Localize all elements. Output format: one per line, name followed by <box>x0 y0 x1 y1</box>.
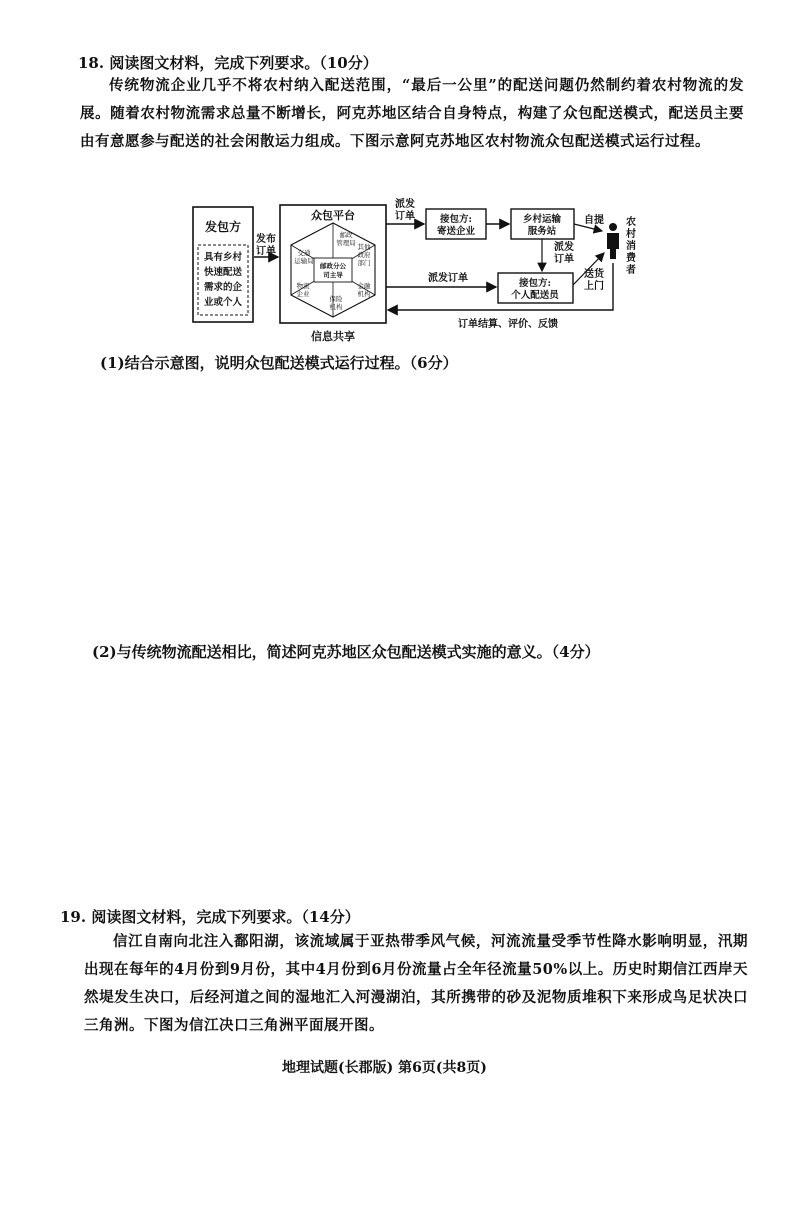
platform-member: 运输局 <box>294 257 314 265</box>
platform-member: 机构 <box>357 290 371 298</box>
q19-paragraph: 信江自南向北注入鄱阳湖，该流域属于亚热带季风气候，河流流量受季节性降水影响明显，汛期出现在每年的4月份到9月份，其中4月份到6月份流量占全年径流量50%以上。历史时期信江西岸天然堤发生决口，后经河道之间的湿地汇入河漫湖泊，其所携带的砂及泥物质堆积下来形成鸟足状决口三角洲。下图为信江决口三角洲平面展开图。 <box>84 933 748 1034</box>
consumer-label: 农 <box>626 217 636 228</box>
feedback-label: 订单结算、评价、反馈 <box>458 319 558 330</box>
personal-courier-label: 接包方: <box>518 278 552 289</box>
consumer-label: 者 <box>626 265 636 276</box>
dispatch-mid-label: 派发 <box>554 242 574 253</box>
q18-title: 18. 阅读图文材料，完成下列要求。（10分） <box>78 54 378 72</box>
platform-member: 管理局 <box>336 239 356 247</box>
platform-member: 政府 <box>357 251 371 259</box>
platform-member: 邮政 <box>339 231 353 239</box>
consumer-label: 村 <box>626 229 636 240</box>
platform-member: 企业 <box>296 290 310 298</box>
platform-center: 邮政分公 <box>320 262 346 270</box>
sender-box <box>193 207 253 322</box>
platform-member: 物流 <box>296 282 310 290</box>
page-footer: 地理试题(长郡版) 第6页(共8页) <box>282 1060 487 1076</box>
platform-member: 交通 <box>297 249 311 257</box>
q18-sub2: (2)与传统物流配送相比，简述阿克苏地区众包配送模式实施的意义。（4分） <box>92 643 600 661</box>
deliver-label: 上门 <box>584 281 604 292</box>
dispatch-top-label: 订单 <box>395 211 415 222</box>
platform-member: 部门 <box>357 259 371 267</box>
courier-company-label: 寄送企业 <box>436 226 476 237</box>
publish-label: 发布 <box>256 234 276 245</box>
consumer-label: 消 <box>626 241 636 252</box>
sender-title: 发包方 <box>204 220 242 234</box>
deliver-label: 送货 <box>584 269 604 280</box>
rural-station-label: 乡村运输 <box>522 214 562 225</box>
q18-sub1: (1)结合示意图，说明众包配送模式运行过程。（6分） <box>100 354 458 372</box>
sender-desc-line: 快速配送 <box>203 267 243 278</box>
dispatch-top-label: 派发 <box>395 199 415 210</box>
rural-station-label: 服务站 <box>527 226 557 237</box>
dispatch-bottom-label: 派发订单 <box>428 273 468 284</box>
platform-member: 机构 <box>329 303 343 311</box>
platform-member: 其他 <box>357 243 371 251</box>
consumer-label: 费 <box>626 253 636 264</box>
courier-company-label: 接包方: <box>439 214 473 225</box>
dispatch-mid-label: 订单 <box>554 254 574 265</box>
sender-desc-line: 业或个人 <box>203 297 243 308</box>
info-share-label: 信息共享 <box>311 330 355 343</box>
self-pickup-label: 自提 <box>584 215 604 226</box>
person-icon <box>607 223 619 259</box>
q18-paragraph: 传统物流企业几乎不将农村纳入配送范围，“最后一公里”的配送问题仍然制约着农村物流的发展。随着农村物流需求总量不断增长，阿克苏地区结合自身特点，构建了众包配送模式，配送员主要由有意愿参与配送的社会闲散运力组成。下图示意阿克苏地区农村物流众包配送模式运行过程。 <box>80 77 744 150</box>
publish-label: 订单 <box>256 246 276 257</box>
q19-title: 19. 阅读图文材料，完成下列要求。（14分） <box>60 908 360 926</box>
platform-center: 司主导 <box>323 271 343 279</box>
sender-desc-line: 具有乡村 <box>203 252 243 263</box>
platform-title: 众包平台 <box>311 209 355 222</box>
platform-box <box>280 205 386 323</box>
sender-desc-line: 需求的企 <box>203 282 243 293</box>
platform-member: 保险 <box>329 295 343 303</box>
platform-member: 金融 <box>357 282 371 290</box>
crowdsourcing-diagram <box>190 195 645 345</box>
personal-courier-label: 个人配送员 <box>511 290 559 301</box>
